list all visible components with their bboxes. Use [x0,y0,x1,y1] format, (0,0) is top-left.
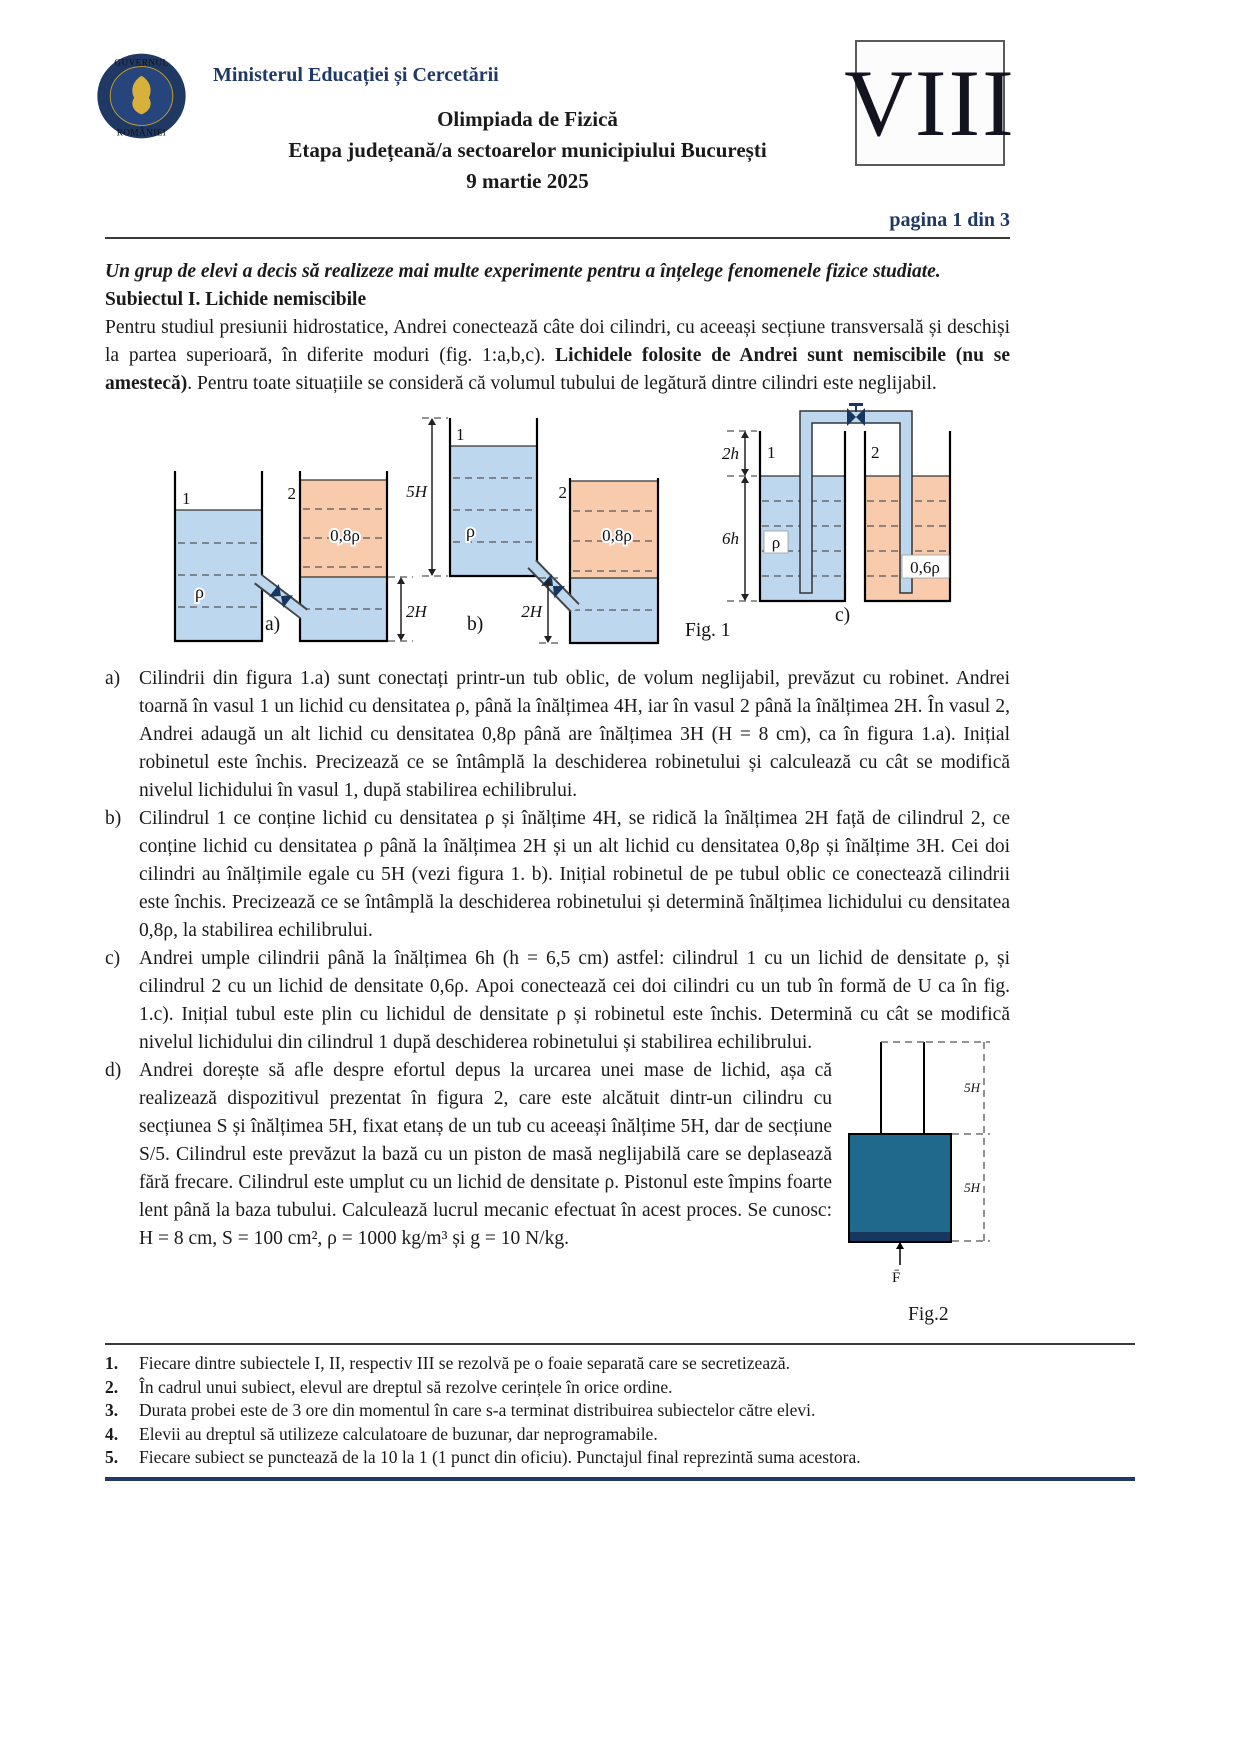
rho-label: ρ [771,533,781,552]
rho-label-box [764,531,788,553]
item-text-content: Andrei dorește să afle despre efortul depus la urcarea unei mase de lichid, așa că realizează dispozitivul prezentat în figura 2, care este alcătuit dintr-un cilindru cu secțiunea S și înălțimea 5H, fixat etanș de un tub cu aceeași înălțime 5H, dar de secțiune S/5. Cilindrul este prevăzut la bază cu un piston de masă neglijabilă care se deplasează fără frecare. Cilindrul este umplut cu un lichid de densitate ρ. Pistonul este împins foarte lent până la baza tubului. Calculează lucrul mecanic efectuat în acest proces. Se cunosc: H = 8 cm, S = 100 cm², ρ = 1000 kg/m³ și g = 10 N/kg. [139,1060,832,1249]
logo-text-top: GUVERNUL [114,57,169,68]
figure-1b [406,418,658,643]
dimension-2h [722,431,757,476]
footer-note [105,1352,1010,1376]
bottom-divider [105,1477,1135,1481]
header-divider [105,237,1010,239]
paragraph-part-bold: Lichidele folosite de Andrei sunt nemiscibile (nu se amestecă) [105,345,1010,394]
footer-note [105,1376,1010,1400]
rho08-label: 0,8ρ [330,526,360,545]
dim-2H-label: 2H [521,602,542,621]
footer-note [105,1423,1010,1447]
note-text: În cadrul unui subiect, elevul are dreptul să rezolve cerințele în orice ordine. [139,1376,673,1397]
note-number: 3. [105,1400,119,1420]
rho06-label-box [902,555,949,578]
figure-2-container [842,1037,1010,1329]
dim-2h-label: 2h [722,444,739,463]
page-indicator: pagina 1 din 3 [889,209,1010,231]
fig2-cylinder [849,1134,951,1242]
dim-6h-label: 6h [722,529,739,548]
rho06-label: 0,6ρ [910,558,940,577]
item-marker: c) [105,948,121,969]
rho-label: ρ [195,582,204,602]
problem-item-b [105,805,1010,945]
dim-5H-label: 5H [406,482,427,501]
title-block [0,104,1055,197]
figure-1-caption: Fig. 1 [685,620,731,641]
vessel2-label: 2 [871,443,880,462]
subject-paragraph [105,314,1010,398]
grade-label: VIII [844,49,1016,156]
ministry-name: Ministerul Educației și Cercetării [213,64,499,86]
note-text: Fiecare dintre subiectele I, II, respectiv III se rezolvă pe o foaie separată care se secretizează. [139,1353,790,1373]
fig2-tube [881,1042,924,1134]
note-number: 1. [105,1353,119,1373]
rho08-label: 0,8ρ [602,526,632,545]
figure-1c [722,403,950,626]
item-marker: b) [105,808,122,829]
document-title: Olimpiada de Fizică [437,107,618,131]
item-text: Andrei umple cilindrii până la înălțimea 6h (h = 6,5 cm) astfel: cilindrul 1 cu un lichid de densitate ρ, și cilindrul 2 cu un lichid de densitate 0,6ρ. Apoi conectează cei doi cilindri cu un tub în formă de U ca în fig. 1.c). Inițial tubul este plin cu lichidul de densitate ρ și robinetul este închis. Determină cu cât se modifică nivelul lichidului din cilindrul 1 după deschiderea robinetului și stabilirea echilibrului. [139,948,1010,1053]
connecting-tube [257,578,305,615]
piston [850,1232,950,1241]
vessel1-label: 1 [767,443,776,462]
vessel2-label: 2 [287,484,296,503]
rho-label: ρ [466,521,475,541]
item-text: Cilindrul 1 ce conține lichid cu densitatea ρ și înălțime 4H, se ridică la înălțimea 2H față de cilindrul 2, ce conține lichid cu densitatea ρ până la înălțimea 2H și un alt lichid cu densitatea 0,8ρ și înălțime 3H. Cei doi cilindri au înălțimile egale cu 5H (vezi figura 1. b). Inițial robinetul de pe tubul oblic ce conectează cilindrii este închis. Precizează ce se întâmplă la deschiderea robinetului și determină înălțimea lichidului cu densitatea 0,8ρ, la stabilirea echilibrului. [139,808,1010,941]
figure-2 [844,1037,1009,1292]
footer-note [105,1446,1010,1470]
note-number: 5. [105,1447,119,1467]
footer-notes [105,1352,1010,1470]
subfigure-c-caption: c) [835,605,851,626]
subfigure-a-caption: a) [265,614,281,635]
figure-1 [105,403,1010,653]
note-text: Elevii au dreptul să utilizeze calculatoare de buzunar, dar neprogramabile. [139,1423,658,1444]
figure-1-container [105,403,1010,662]
subfigure-b-caption: b) [467,614,484,635]
note-number: 4. [105,1423,119,1444]
document-date: 9 martie 2025 [466,169,589,193]
problem-item-d [105,1057,1010,1333]
paragraph-part-2: . Pentru toate situațiile se consideră că volumul tubului de legătură dintre cilindri este neglijabil. [187,373,937,394]
footer-divider [105,1343,1135,1345]
force-arrow [892,1242,904,1286]
force-label: F̄ [891,1270,900,1286]
vessel1-label: 1 [456,425,465,444]
note-text: Durata probei este de 3 ore din momentul în care s-a terminat distribuirea subiectelor către elevi. [139,1400,816,1420]
item-marker: d) [105,1060,122,1081]
paragraph-part-1: Pentru studiul presiunii hidrostatice, Andrei conectează câte doi cilindri, cu aceeași secțiune transversală și deschiși la partea superioară, în diferite moduri (fig. 1:a,b,c). [105,317,1010,366]
vessel2-label: 2 [558,483,567,502]
page-footer [105,1343,1135,1481]
problem-item-a [105,665,1010,805]
vessel1-liquid-rho [450,446,537,576]
figure-1a [175,471,429,641]
logo-text-bottom: ROMÂNIEI [116,127,167,138]
document-subtitle: Etapa județeană/a sectoarelor municipiului București [288,138,767,162]
figure-2-caption: Fig.2 [908,1304,949,1325]
item-marker: a) [105,668,121,689]
item-text [139,1057,1010,1333]
dim-5H-bottom-label: 5H [963,1180,980,1195]
document-body [105,258,1010,1481]
dim-5H-top-label: 5H [963,1080,980,1095]
note-text: Fiecare subiect se punctează de la 10 la 1 (1 punct din oficiu). Punctajul final reprezintă suma acestora. [139,1447,861,1467]
intro-sentence: Un grup de elevi a decis să realizeze mai multe experimente pentru a înțelege fenomenele fizice studiate. [105,261,941,282]
dim-2H-label: 2H [406,602,427,621]
dimension-2H [388,577,429,641]
footer-note [105,1399,1010,1423]
dimension-5H [406,418,448,576]
dimension-6h [722,476,757,601]
subject-heading: Subiectul I. Lichide nemiscibile [105,289,367,310]
vessel1-label: 1 [182,489,191,508]
note-number: 2. [105,1376,119,1397]
item-text: Cilindrii din figura 1.a) sunt conectați printr-un tub oblic, de volum neglijabil, prevăzut cu robinet. Andrei toarnă în vasul 1 un lichid cu densitatea ρ, până la înălțimea 4H, iar în vasul 2 până la înălțimea 2H. În vasul 2, Andrei adaugă un alt lichid cu densitatea 0,8ρ până are înălțimea 3H (H = 8 cm), ca în figura 1.a). Inițial robinetul este închis. Precizează ce se întâmplă la deschiderea robinetului și calculează cu cât se modifică nivelul lichidului în vasul 1, după stabilirea echilibrului. [139,668,1010,801]
